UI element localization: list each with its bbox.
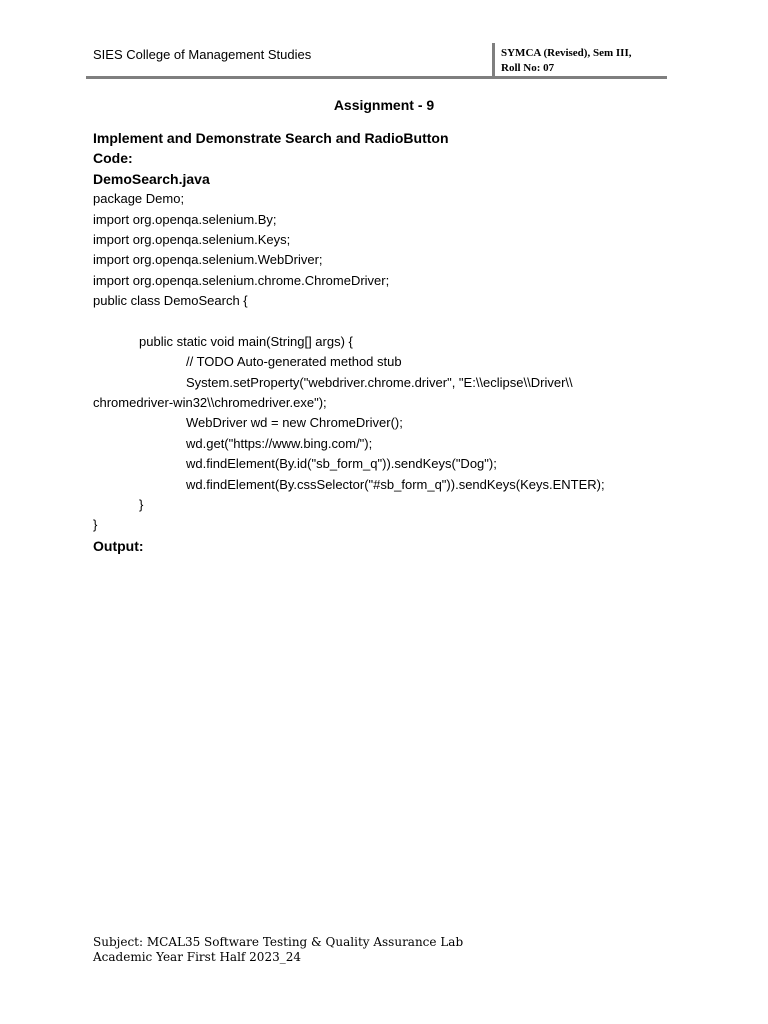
header-class-line: SYMCA (Revised), Sem III, xyxy=(501,47,632,59)
code-line: System.setProperty("webdriver.chrome.driver", "E:\\eclipse\\Driver\\ xyxy=(186,374,573,390)
output-label: Output: xyxy=(93,537,144,554)
blank-line xyxy=(93,312,673,332)
header-vertical-divider xyxy=(492,43,495,78)
code-line: WebDriver wd = new ChromeDriver(); xyxy=(186,415,403,431)
code-line: public class DemoSearch { xyxy=(93,293,248,309)
code-line: wd.get("https://www.bing.com/"); xyxy=(186,435,373,451)
code-line: import org.openqa.selenium.Keys; xyxy=(93,231,291,247)
code-line: import org.openqa.selenium.WebDriver; xyxy=(93,252,323,268)
code-line: } xyxy=(139,497,144,513)
code-line: package Demo; xyxy=(93,191,185,207)
footer-subject: Subject: MCAL35 Software Testing & Quality Assurance Lab xyxy=(93,935,464,949)
code-line: public static void main(String[] args) { xyxy=(139,333,353,349)
code-line: import org.openqa.selenium.chrome.ChromeDriver; xyxy=(93,272,390,288)
code-line: wd.findElement(By.cssSelector("#sb_form_q")).sendKeys(Keys.ENTER); xyxy=(186,476,605,492)
document-body xyxy=(93,128,673,556)
code-line: chromedriver-win32\\chromedriver.exe"); xyxy=(93,395,327,411)
header-college-name: SIES College of Management Studies xyxy=(93,47,312,62)
assignment-title: Assignment - 9 xyxy=(333,97,435,113)
footer-academic-year: Academic Year First Half 2023_24 xyxy=(93,950,301,964)
header-rule xyxy=(86,76,667,79)
header-class-info xyxy=(501,46,671,76)
code-line: // TODO Auto-generated method stub xyxy=(186,354,402,370)
file-name: DemoSearch.java xyxy=(93,170,210,187)
code-line: wd.findElement(By.id("sb_form_q")).sendKeys("Dog"); xyxy=(186,456,497,472)
code-line: } xyxy=(93,517,98,533)
header-roll-line: Roll No: 07 xyxy=(501,62,555,74)
code-line: import org.openqa.selenium.By; xyxy=(93,211,277,227)
code-label: Code: xyxy=(93,150,133,167)
footer xyxy=(93,935,463,965)
assignment-heading: Implement and Demonstrate Search and RadioButton xyxy=(93,130,449,146)
